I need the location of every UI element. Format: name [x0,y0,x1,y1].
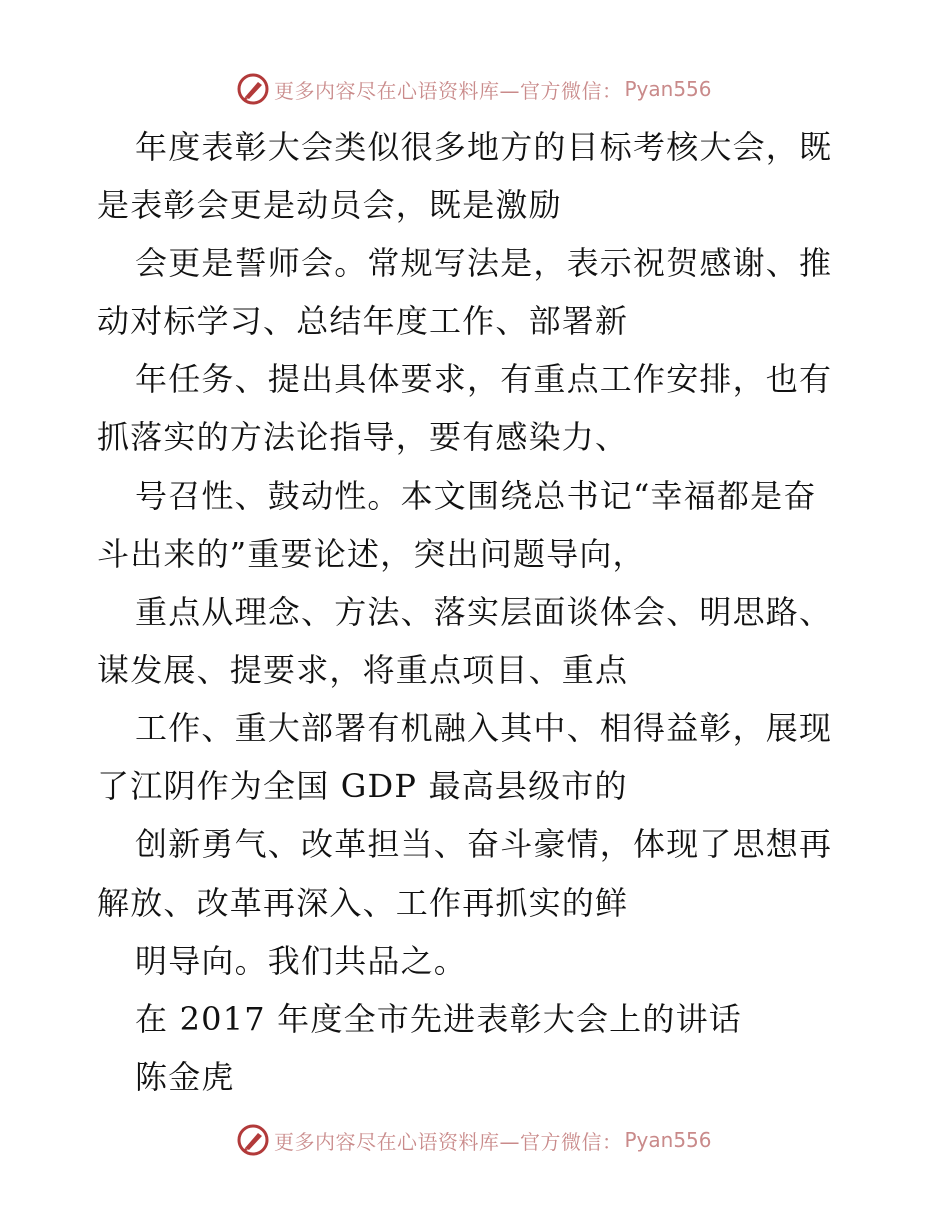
body-line: 解放、改革再深入、工作再抓实的鲜 [97,884,629,922]
body-line: 会更是誓师会。常规写法是，表示祝贺感谢、推 [135,244,833,282]
body-line: 斗出来的”重要论述，突出问题导向， [97,535,646,573]
body-line: 创新勇气、改革担当、奋斗豪情，体现了思想再 [135,825,833,863]
body-line: 是表彰会更是动员会，既是激励 [97,186,562,224]
body-line: 重点从理念、方法、落实层面谈体会、明思路、 [135,593,833,631]
watermark-text: 更多内容尽在心语资料库—官方微信： [274,78,623,103]
author-name: 陈金虎 [135,1058,235,1096]
body-line: 号召性、鼓动性。本文围绕总书记“幸福都是奋 [135,477,817,515]
body-line: 抓落实的方法论指导，要有感染力、 [97,418,629,456]
header-watermark [236,72,712,106]
body-line: 年度表彰大会类似很多地方的目标考核大会，既 [135,128,833,166]
body-line: 动对标学习、总结年度工作、部署新 [97,302,629,340]
body-line: 年任务、提出具体要求，有重点工作安排，也有 [135,360,833,398]
body-line: 工作、重大部署有机融入其中、相得益彰，展现 [135,709,833,747]
body-line: 在 2017 年度全市先进表彰大会上的讲话 [135,1000,742,1038]
pen-logo-icon [236,1123,270,1157]
watermark-id: Pyan556 [624,77,712,101]
watermark-text: 更多内容尽在心语资料库—官方微信： [274,1129,623,1154]
watermark-id: Pyan556 [624,1128,712,1152]
body-line: 谋发展、提要求，将重点项目、重点 [97,651,629,689]
body-line: 明导向。我们共品之。 [135,942,468,980]
body-line: 了江阴作为全国 GDP 最高县级市的 [97,767,628,805]
footer-watermark [236,1123,712,1157]
pen-logo-icon [236,72,270,106]
